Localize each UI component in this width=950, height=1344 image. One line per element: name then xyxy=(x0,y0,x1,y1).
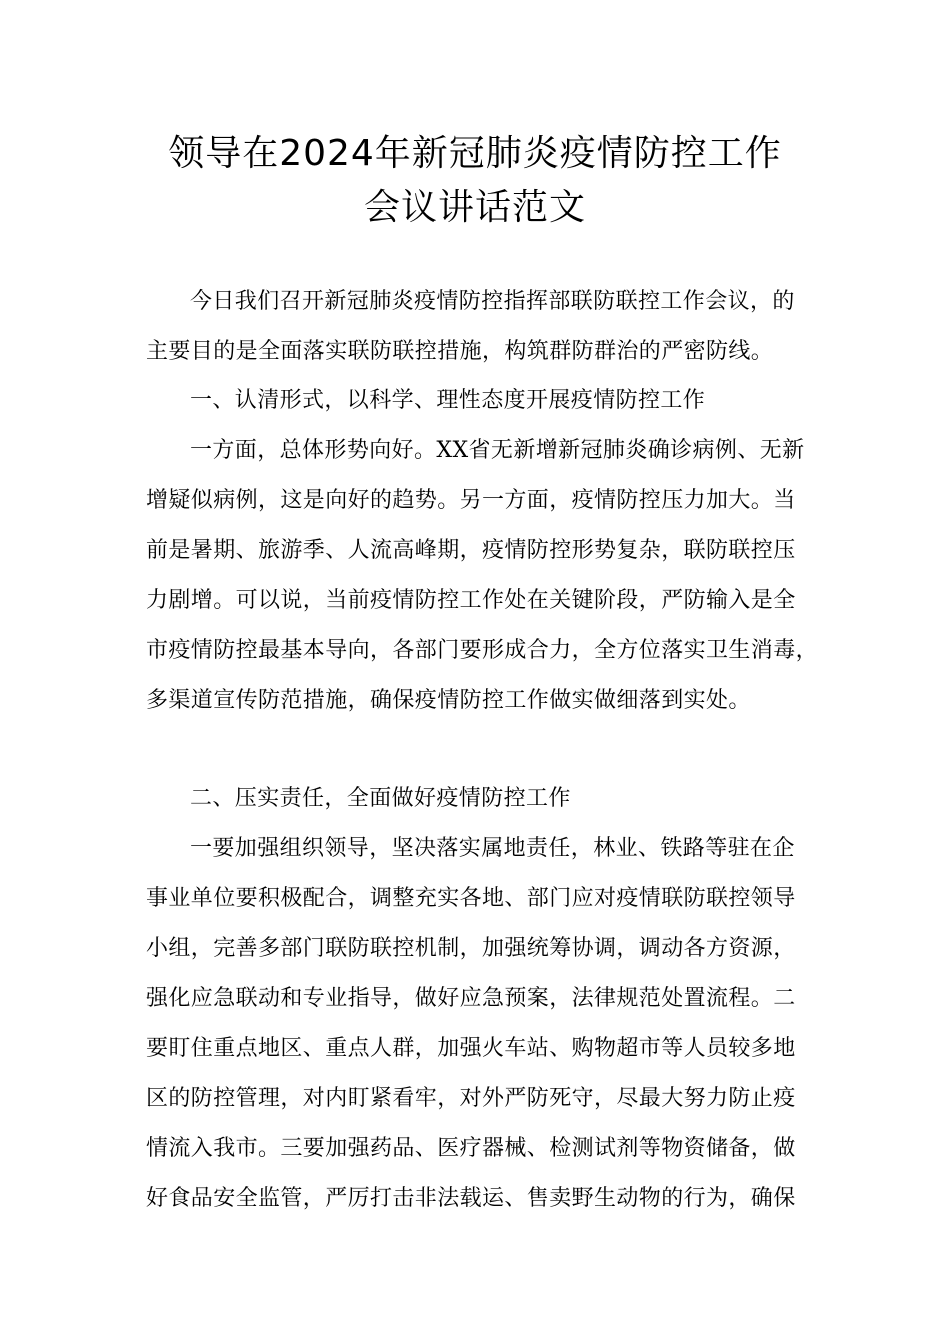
paragraph-line: 小组，完善多部门联防联控机制，加强统筹协调，调动各方资源， xyxy=(146,936,796,961)
paragraph-line: 情流入我市。三要加强药品、医疗器械、检测试剂等物资储备，做 xyxy=(146,1136,796,1161)
paragraph-line: 一方面，总体形势向好。XX省无新增新冠肺炎确诊病例、无新 xyxy=(190,438,805,463)
paragraph-line: 市疫情防控最基本导向，各部门要形成合力，全方位落实卫生消毒， xyxy=(146,638,819,663)
document-title-line-2: 会议讲话范文 xyxy=(363,187,586,228)
paragraph-line: 区的防控管理，对内盯紧看牢，对外严防死守，尽最大努力防止疫 xyxy=(146,1086,796,1111)
document-title-line-1: 领导在2024年新冠肺炎疫情防控工作 xyxy=(168,133,782,174)
paragraph-line: 强化应急联动和专业指导，做好应急预案，法律规范处置流程。二 xyxy=(146,986,796,1011)
paragraph-line: 多渠道宣传防范措施，确保疫情防控工作做实做细落到实处。 xyxy=(146,688,751,713)
paragraph-line: 要盯住重点地区、重点人群，加强火车站、购物超市等人员较多地 xyxy=(146,1036,796,1061)
paragraph-line: 好食品安全监管，严厉打击非法载运、售卖野生动物的行为，确保 xyxy=(146,1186,796,1211)
section-heading-1: 一、认清形式，以科学、理性态度开展疫情防控工作 xyxy=(190,388,706,413)
paragraph-line: 事业单位要积极配合，调整充实各地、部门应对疫情联防联控领导 xyxy=(146,886,796,911)
paragraph-line: 一要加强组织领导，坚决落实属地责任，林业、铁路等驻在企 xyxy=(190,836,795,861)
paragraph-line: 力剧增。可以说，当前疫情防控工作处在关键阶段，严防输入是全 xyxy=(146,588,796,613)
section-heading-2: 二、压实责任，全面做好疫情防控工作 xyxy=(190,786,571,811)
paragraph-line: 主要目的是全面落实联防联控措施，构筑群防群治的严密防线。 xyxy=(146,339,774,364)
paragraph-line: 前是暑期、旅游季、人流高峰期，疫情防控形势复杂，联防联控压 xyxy=(146,538,796,563)
paragraph-line: 今日我们召开新冠肺炎疫情防控指挥部联防联控工作会议，的 xyxy=(190,289,795,314)
paragraph-line: 增疑似病例，这是向好的趋势。另一方面，疫情防控压力加大。当 xyxy=(146,488,796,513)
